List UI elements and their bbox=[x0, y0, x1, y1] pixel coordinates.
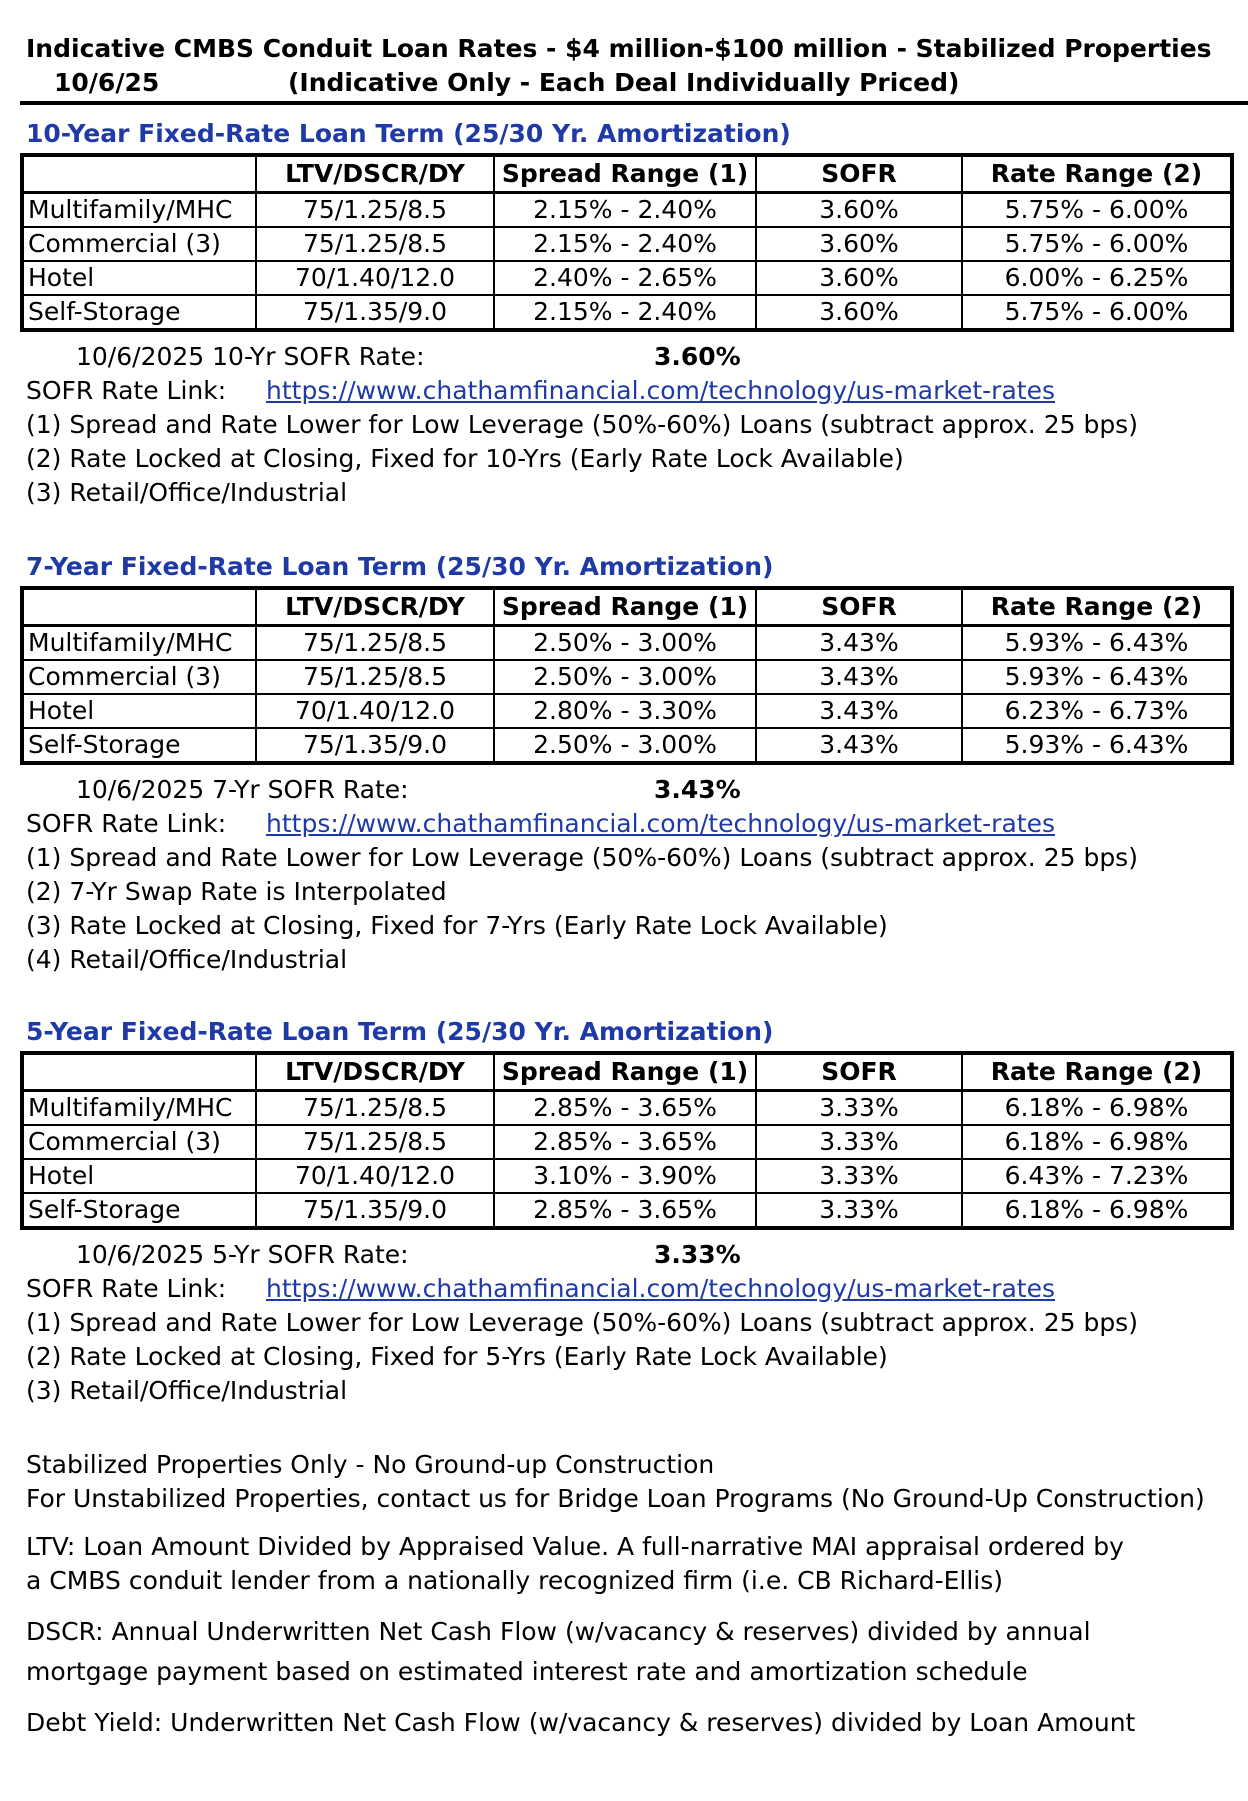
property-type: Hotel bbox=[22, 1159, 256, 1193]
rate-range: 6.43% - 7.23% bbox=[962, 1159, 1232, 1193]
rate-range: 5.93% - 6.43% bbox=[962, 728, 1232, 763]
section-title: 10-Year Fixed-Rate Loan Term (25/30 Yr. Amortization) bbox=[26, 119, 791, 148]
rate-range: 5.75% - 6.00% bbox=[962, 227, 1232, 261]
definitions bbox=[26, 1448, 1226, 1754]
ltv-dscr-dy: 75/1.25/8.5 bbox=[256, 1091, 494, 1126]
sofr-link-line bbox=[26, 807, 1232, 841]
debt-yield-definition bbox=[26, 1706, 1226, 1740]
sofr-value: 3.33% bbox=[756, 1193, 962, 1228]
column-header: Spread Range (1) bbox=[494, 155, 756, 193]
footnote: (3) Rate Locked at Closing, Fixed for 7-Yrs (Early Rate Lock Available) bbox=[26, 911, 888, 940]
sofr-link-label: SOFR Rate Link: bbox=[26, 809, 227, 838]
property-type: Multifamily/MHC bbox=[22, 626, 256, 661]
sofr-rate-link[interactable]: https://www.chathamfinancial.com/technology/us-market-rates bbox=[266, 376, 1055, 405]
column-header: Spread Range (1) bbox=[494, 1053, 756, 1091]
section-notes bbox=[26, 1238, 1232, 1408]
footnote: (1) Spread and Rate Lower for Low Leverage (50%-60%) Loans (subtract approx. 25 bps) bbox=[26, 1308, 1138, 1337]
dscr-definition-line: mortgage payment based on estimated interest rate and amortization schedule bbox=[26, 1657, 1028, 1686]
page-title: Indicative CMBS Conduit Loan Rates - $4 million-$100 million - Stabilized Properties bbox=[26, 34, 1212, 63]
section-10yr bbox=[20, 117, 1232, 510]
spread-range: 2.80% - 3.30% bbox=[494, 694, 756, 728]
column-header bbox=[22, 155, 256, 193]
stabilized-line: Stabilized Properties Only - No Ground-up Construction bbox=[26, 1450, 715, 1479]
table-row bbox=[22, 728, 1232, 763]
table-row bbox=[22, 1091, 1232, 1126]
sofr-value: 3.43% bbox=[756, 626, 962, 661]
sofr-value: 3.60% bbox=[756, 227, 962, 261]
sofr-rate-label: 10/6/2025 10-Yr SOFR Rate: bbox=[76, 342, 425, 371]
ltv-dscr-dy: 75/1.35/9.0 bbox=[256, 295, 494, 330]
footnote: (2) Rate Locked at Closing, Fixed for 10-Yrs (Early Rate Lock Available) bbox=[26, 444, 904, 473]
column-header: SOFR bbox=[756, 588, 962, 626]
ltv-dscr-dy: 70/1.40/12.0 bbox=[256, 694, 494, 728]
spread-range: 2.15% - 2.40% bbox=[494, 227, 756, 261]
sofr-rate-value: 3.60% bbox=[654, 342, 741, 371]
rates-table bbox=[20, 1051, 1234, 1230]
table-row bbox=[22, 227, 1232, 261]
rate-range: 6.18% - 6.98% bbox=[962, 1193, 1232, 1228]
column-header: LTV/DSCR/DY bbox=[256, 588, 494, 626]
table-header-row bbox=[22, 155, 1232, 193]
spread-range: 2.15% - 2.40% bbox=[494, 295, 756, 330]
footnote: (2) 7-Yr Swap Rate is Interpolated bbox=[26, 877, 447, 906]
sofr-link-line bbox=[26, 1272, 1232, 1306]
title-subline bbox=[26, 66, 1226, 100]
column-header: SOFR bbox=[756, 155, 962, 193]
table-row bbox=[22, 660, 1232, 694]
property-type: Self-Storage bbox=[22, 295, 256, 330]
column-header bbox=[22, 588, 256, 626]
ltv-dscr-dy: 75/1.25/8.5 bbox=[256, 626, 494, 661]
footnote: (3) Retail/Office/Industrial bbox=[26, 1376, 348, 1405]
column-header: Rate Range (2) bbox=[962, 1053, 1232, 1091]
sofr-value: 3.60% bbox=[756, 193, 962, 228]
property-type: Commercial (3) bbox=[22, 227, 256, 261]
sofr-value: 3.60% bbox=[756, 261, 962, 295]
column-header: Rate Range (2) bbox=[962, 155, 1232, 193]
table-header-row bbox=[22, 588, 1232, 626]
spread-range: 2.85% - 3.65% bbox=[494, 1091, 756, 1126]
column-header: Rate Range (2) bbox=[962, 588, 1232, 626]
sofr-rate-label: 10/6/2025 7-Yr SOFR Rate: bbox=[76, 775, 409, 804]
title-date: 10/6/25 bbox=[54, 68, 160, 97]
sofr-rate-value: 3.43% bbox=[654, 775, 741, 804]
spread-range: 2.50% - 3.00% bbox=[494, 660, 756, 694]
rate-range: 5.93% - 6.43% bbox=[962, 626, 1232, 661]
rate-range: 6.00% - 6.25% bbox=[962, 261, 1232, 295]
ltv-definition bbox=[26, 1530, 1226, 1598]
ltv-dscr-dy: 70/1.40/12.0 bbox=[256, 261, 494, 295]
table-row bbox=[22, 1159, 1232, 1193]
footnote: (1) Spread and Rate Lower for Low Leverage (50%-60%) Loans (subtract approx. 25 bps) bbox=[26, 843, 1138, 872]
sofr-rate-line bbox=[26, 1238, 1232, 1272]
sofr-value: 3.33% bbox=[756, 1125, 962, 1159]
dscr-definition-line: DSCR: Annual Underwritten Net Cash Flow (w/vacancy & reserves) divided by annual bbox=[26, 1617, 1091, 1646]
table-row bbox=[22, 193, 1232, 228]
sofr-rate-line bbox=[26, 773, 1232, 807]
rate-range: 6.18% - 6.98% bbox=[962, 1125, 1232, 1159]
table-row bbox=[22, 295, 1232, 330]
section-title: 5-Year Fixed-Rate Loan Term (25/30 Yr. Amortization) bbox=[26, 1017, 774, 1046]
footnote: (3) Retail/Office/Industrial bbox=[26, 478, 348, 507]
ltv-dscr-dy: 75/1.35/9.0 bbox=[256, 728, 494, 763]
column-header bbox=[22, 1053, 256, 1091]
section-notes bbox=[26, 340, 1232, 510]
sofr-link-label: SOFR Rate Link: bbox=[26, 376, 227, 405]
ltv-dscr-dy: 75/1.25/8.5 bbox=[256, 227, 494, 261]
spread-range: 2.15% - 2.40% bbox=[494, 193, 756, 228]
section-5yr bbox=[20, 1015, 1232, 1408]
debt-yield-definition-line: Debt Yield: Underwritten Net Cash Flow (w/vacancy & reserves) divided by Loan Amount bbox=[26, 1708, 1136, 1737]
table-row bbox=[22, 1193, 1232, 1228]
sofr-link-line bbox=[26, 374, 1232, 408]
sofr-value: 3.60% bbox=[756, 295, 962, 330]
footnote: (2) Rate Locked at Closing, Fixed for 5-Yrs (Early Rate Lock Available) bbox=[26, 1342, 888, 1371]
table-row bbox=[22, 261, 1232, 295]
sofr-link-label: SOFR Rate Link: bbox=[26, 1274, 227, 1303]
ltv-dscr-dy: 70/1.40/12.0 bbox=[256, 1159, 494, 1193]
table-row bbox=[22, 626, 1232, 661]
property-type: Hotel bbox=[22, 261, 256, 295]
column-header: LTV/DSCR/DY bbox=[256, 1053, 494, 1091]
footnote: (4) Retail/Office/Industrial bbox=[26, 945, 348, 974]
sofr-value: 3.43% bbox=[756, 660, 962, 694]
ltv-definition-line: LTV: Loan Amount Divided by Appraised Value. A full-narrative MAI appraisal ordered by bbox=[26, 1532, 1124, 1561]
rates-table bbox=[20, 586, 1234, 765]
sofr-value: 3.43% bbox=[756, 728, 962, 763]
rate-range: 5.75% - 6.00% bbox=[962, 193, 1232, 228]
rate-range: 5.93% - 6.43% bbox=[962, 660, 1232, 694]
sofr-rate-value: 3.33% bbox=[654, 1240, 741, 1269]
ltv-dscr-dy: 75/1.35/9.0 bbox=[256, 1193, 494, 1228]
sofr-value: 3.33% bbox=[756, 1159, 962, 1193]
spread-range: 2.50% - 3.00% bbox=[494, 728, 756, 763]
sofr-rate-label: 10/6/2025 5-Yr SOFR Rate: bbox=[76, 1240, 409, 1269]
property-type: Self-Storage bbox=[22, 728, 256, 763]
ltv-dscr-dy: 75/1.25/8.5 bbox=[256, 660, 494, 694]
dscr-definition bbox=[26, 1612, 1226, 1692]
stabilized-note bbox=[26, 1448, 1226, 1516]
property-type: Hotel bbox=[22, 694, 256, 728]
table-row bbox=[22, 1125, 1232, 1159]
table-row bbox=[22, 694, 1232, 728]
title-subtitle: (Indicative Only - Each Deal Individually Priced) bbox=[288, 68, 960, 97]
table-header-row bbox=[22, 1053, 1232, 1091]
property-type: Commercial (3) bbox=[22, 660, 256, 694]
section-title: 7-Year Fixed-Rate Loan Term (25/30 Yr. Amortization) bbox=[26, 552, 774, 581]
ltv-definition-line: a CMBS conduit lender from a nationally recognized firm (i.e. CB Richard-Ellis) bbox=[26, 1566, 1004, 1595]
spread-range: 3.10% - 3.90% bbox=[494, 1159, 756, 1193]
footnote: (1) Spread and Rate Lower for Low Leverage (50%-60%) Loans (subtract approx. 25 bps) bbox=[26, 410, 1138, 439]
property-type: Multifamily/MHC bbox=[22, 1091, 256, 1126]
rate-range: 5.75% - 6.00% bbox=[962, 295, 1232, 330]
property-type: Multifamily/MHC bbox=[22, 193, 256, 228]
spread-range: 2.50% - 3.00% bbox=[494, 626, 756, 661]
sofr-rate-link[interactable]: https://www.chathamfinancial.com/technology/us-market-rates bbox=[266, 809, 1055, 838]
column-header: LTV/DSCR/DY bbox=[256, 155, 494, 193]
property-type: Self-Storage bbox=[22, 1193, 256, 1228]
sofr-rate-line bbox=[26, 340, 1232, 374]
rates-table bbox=[20, 153, 1234, 332]
sofr-value: 3.43% bbox=[756, 694, 962, 728]
rate-range: 6.23% - 6.73% bbox=[962, 694, 1232, 728]
section-notes bbox=[26, 773, 1232, 977]
column-header: Spread Range (1) bbox=[494, 588, 756, 626]
spread-range: 2.40% - 2.65% bbox=[494, 261, 756, 295]
document-header bbox=[26, 32, 1226, 100]
sofr-rate-link[interactable]: https://www.chathamfinancial.com/technology/us-market-rates bbox=[266, 1274, 1055, 1303]
ltv-dscr-dy: 75/1.25/8.5 bbox=[256, 193, 494, 228]
property-type: Commercial (3) bbox=[22, 1125, 256, 1159]
column-header: SOFR bbox=[756, 1053, 962, 1091]
rate-range: 6.18% - 6.98% bbox=[962, 1091, 1232, 1126]
header-divider bbox=[20, 101, 1248, 105]
sofr-value: 3.33% bbox=[756, 1091, 962, 1126]
section-7yr bbox=[20, 550, 1232, 977]
unstabilized-line: For Unstabilized Properties, contact us for Bridge Loan Programs (No Ground-Up Construction) bbox=[26, 1484, 1205, 1513]
spread-range: 2.85% - 3.65% bbox=[494, 1125, 756, 1159]
spread-range: 2.85% - 3.65% bbox=[494, 1193, 756, 1228]
ltv-dscr-dy: 75/1.25/8.5 bbox=[256, 1125, 494, 1159]
